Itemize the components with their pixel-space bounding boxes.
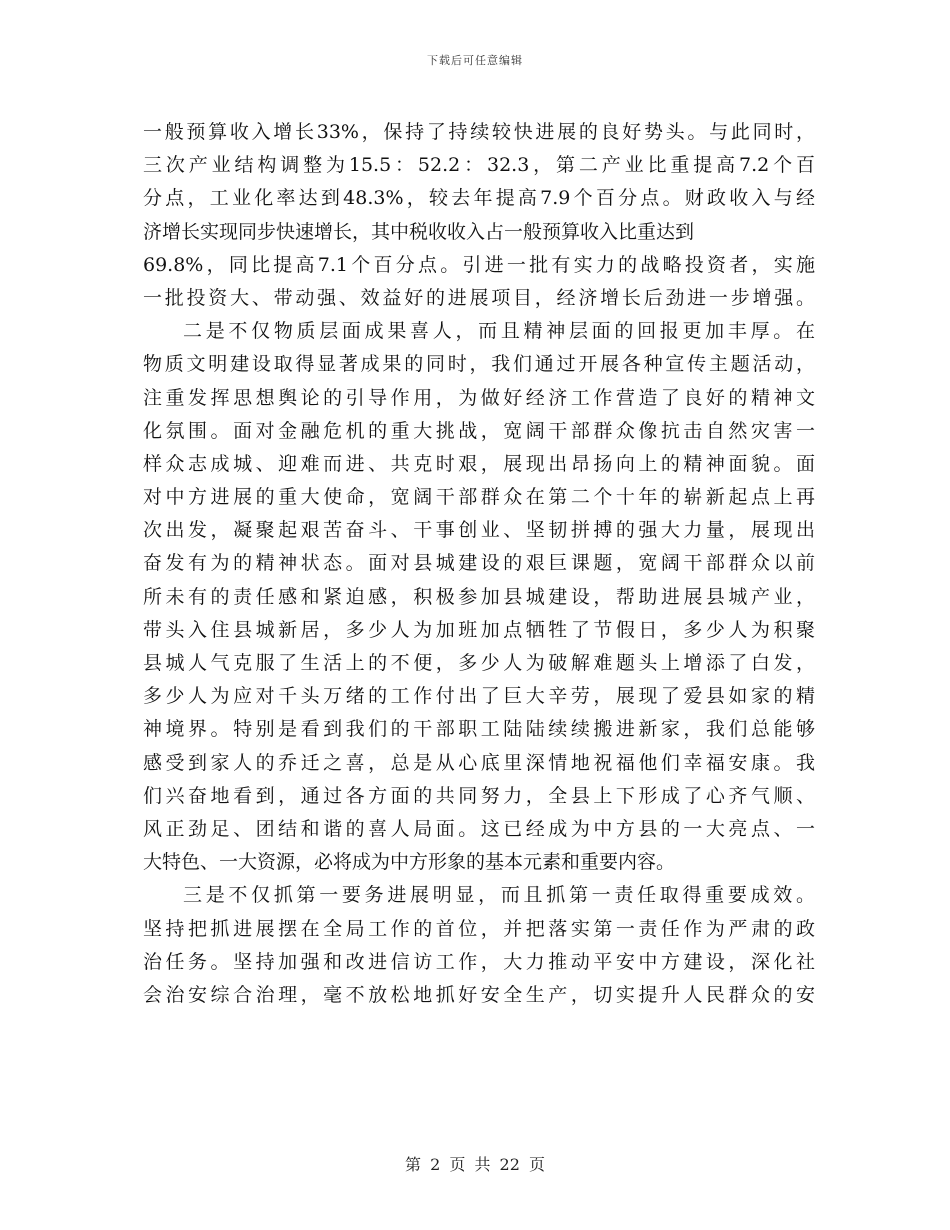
text-line: 所未有的责任感和紧迫感，积极参加县城建设，帮助进展县城产业，: [143, 585, 815, 608]
text-line: 分点，工业化率达到48.3%，较去年提高7.9个百分点。财政收入与经: [143, 187, 815, 210]
paragraph-first-line: 二是不仅物质层面成果喜人，而且精神层面的回报更加丰厚。在: [183, 320, 815, 343]
text-line: 们兴奋地看到，通过各方面的共同努力，全县上下形成了心齐气顺、: [143, 784, 815, 807]
text-line: 化氛围。面对金融危机的重大挑战，宽阔干部群众像抗击自然灾害一: [143, 419, 815, 442]
text-line: 会治安综合治理，毫不放松地抓好安全生产，切实提升人民群众的安: [143, 983, 815, 1006]
text-line: 大特色、一大资源，必将成为中方形象的基本元素和重要内容。: [143, 851, 676, 874]
text-line: 多少人为应对千头万绪的工作付出了巨大辛劳，展现了爱县如家的精: [143, 685, 815, 708]
text-line: 次出发，凝聚起艰苦奋斗、干事创业、坚韧拼搏的强大力量，展现出: [143, 519, 815, 542]
text-line: 样众志成城、迎难而进、共克时艰，展现出昂扬向上的精神面貌。面: [143, 452, 815, 475]
text-line: 一般预算收入增长33%，保持了持续较快进展的良好势头。与此同时，: [143, 121, 815, 143]
text-line: 治任务。坚持加强和改进信访工作，大力推动平安中方建设，深化社: [143, 950, 815, 973]
text-line: 对中方进展的重大使命，宽阔干部群众在第二个十年的崭新起点上再: [143, 486, 815, 509]
text-line: 带头入住县城新居，多少人为加班加点牺牲了节假日，多少人为积聚: [143, 618, 815, 641]
page-header-note: 下载后可任意编辑: [427, 54, 523, 67]
text-line: 感受到家人的乔迁之喜，总是从心底里深情地祝福他们幸福安康。我: [143, 751, 815, 774]
text-line: 风正劲足、团结和谐的喜人局面。这已经成为中方县的一大亮点、一: [143, 817, 815, 840]
text-line: 坚持把抓进展摆在全局工作的首位，并把落实第一责任作为严肃的政: [143, 917, 815, 940]
paragraph-first-line: 三是不仅抓第一要务进展明显，而且抓第一责任取得重要成效。: [183, 884, 815, 907]
text-line: 县城人气克服了生活上的不便，多少人为破解难题头上增添了白发，: [143, 652, 815, 674]
text-line: 奋发有为的精神状态。面对县城建设的艰巨课题，宽阔干部群众以前: [143, 552, 815, 575]
page-number: 第 2 页 共 22 页: [405, 1155, 545, 1174]
text-line: 神境界。特别是看到我们的干部职工陆陆续续搬进新家，我们总能够: [143, 718, 815, 741]
text-line: 济增长实现同步快速增长，其中税收收入占一般预算收入比重达到: [143, 220, 695, 243]
text-line: 物质文明建设取得显著成果的同时，我们通过开展各种宣传主题活动，: [143, 353, 815, 376]
text-line: 一批投资大、带动强、效益好的进展项目，经济增长后劲进一步增强。: [143, 286, 815, 309]
text-line: 三次产业结构调整为15.5：52.2：32.3，第二产业比重提高7.2个百: [143, 154, 815, 177]
text-line: 注重发挥思想舆论的引导作用，为做好经济工作营造了良好的精神文: [143, 386, 815, 409]
text-line: 69.8%，同比提高7.1个百分点。引进一批有实力的战略投资者，实施: [143, 253, 815, 276]
document-body: [143, 116, 815, 1012]
